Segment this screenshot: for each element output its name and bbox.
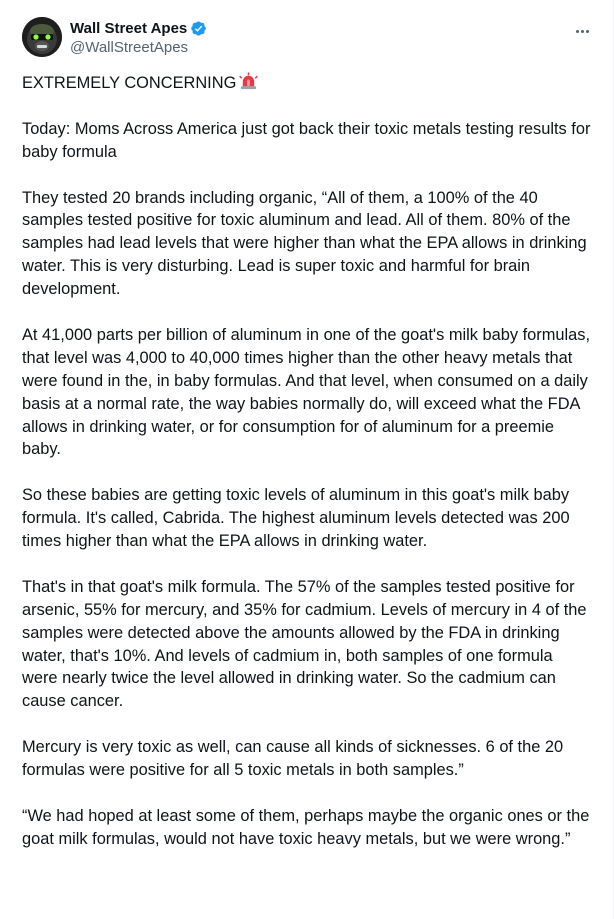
tweet-paragraph: At 41,000 parts per billion of aluminum in one of the goat's milk baby formulas, that level was 4,000 to 40,000 times higher than the other heavy metals that were found in the, in baby formulas. And that level, when consumed on a daily basis at a normal rate, the way babies normally do, will exceed what the FDA allows in drinking water, or for consumption for of aluminum for a preemie baby. bbox=[22, 325, 590, 459]
verified-badge-icon[interactable] bbox=[190, 20, 207, 37]
more-options-icon bbox=[581, 30, 584, 33]
tweet-paragraph: That's in that goat's milk formula. The 57% of the samples tested positive for arsenic, 55% for mercury, and 35% for cadmium. Levels of mercury in 4 of the samples were detected above the amounts allowed by the FDA in drinking water, that's 10%. And levels of cadmium in, both samples of one formula were nearly twice the level allowed in drinking water. So the cadmium can cause cancer. bbox=[22, 577, 587, 711]
tweet-headline: EXTREMELY CONCERNING bbox=[22, 74, 237, 92]
author-handle[interactable]: @WallStreetApes bbox=[70, 39, 189, 56]
tweet-paragraph: Today: Moms Across America just got back their toxic metals testing results for baby formula bbox=[22, 119, 591, 161]
tweet-text bbox=[22, 72, 592, 874]
ape-avatar-icon bbox=[22, 17, 62, 57]
display-name-row bbox=[70, 18, 207, 38]
tweet-paragraph: Mercury is very toxic as well, can cause all kinds of sicknesses. 6 of the 20 formulas were positive for all 5 toxic metals in both samples.” bbox=[22, 738, 564, 780]
more-options-icon bbox=[586, 30, 589, 33]
tweet-headline-line bbox=[22, 72, 592, 95]
tweet-paragraph: “We had hoped at least some of them, perhaps maybe the organic ones or the goat milk formulas, would not have toxic heavy metals, but we were wrong.” bbox=[22, 806, 590, 848]
author-display-name[interactable]: Wall Street Apes bbox=[70, 19, 188, 37]
more-options-icon bbox=[576, 30, 579, 33]
more-options-button[interactable] bbox=[567, 16, 597, 46]
author-names bbox=[70, 18, 207, 56]
tweet-paragraph: They tested 20 brands including organic, “All of them, a 100% of the 40 samples tested positive for toxic aluminum and lead. All of them. 80% of the samples had lead levels that were higher than what the EPA allows in drinking water. This is very disturbing. Lead is super toxic and harmful for brain development. bbox=[22, 188, 587, 299]
avatar[interactable] bbox=[22, 17, 62, 57]
siren-icon bbox=[239, 72, 258, 91]
tweet-paragraph: So these babies are getting toxic levels of aluminum in this goat's milk baby formula. It's called, Cabrida. The highest aluminum levels detected was 200 times higher than what the EPA allows in drinking water. bbox=[22, 486, 570, 551]
tweet-header bbox=[22, 16, 597, 60]
